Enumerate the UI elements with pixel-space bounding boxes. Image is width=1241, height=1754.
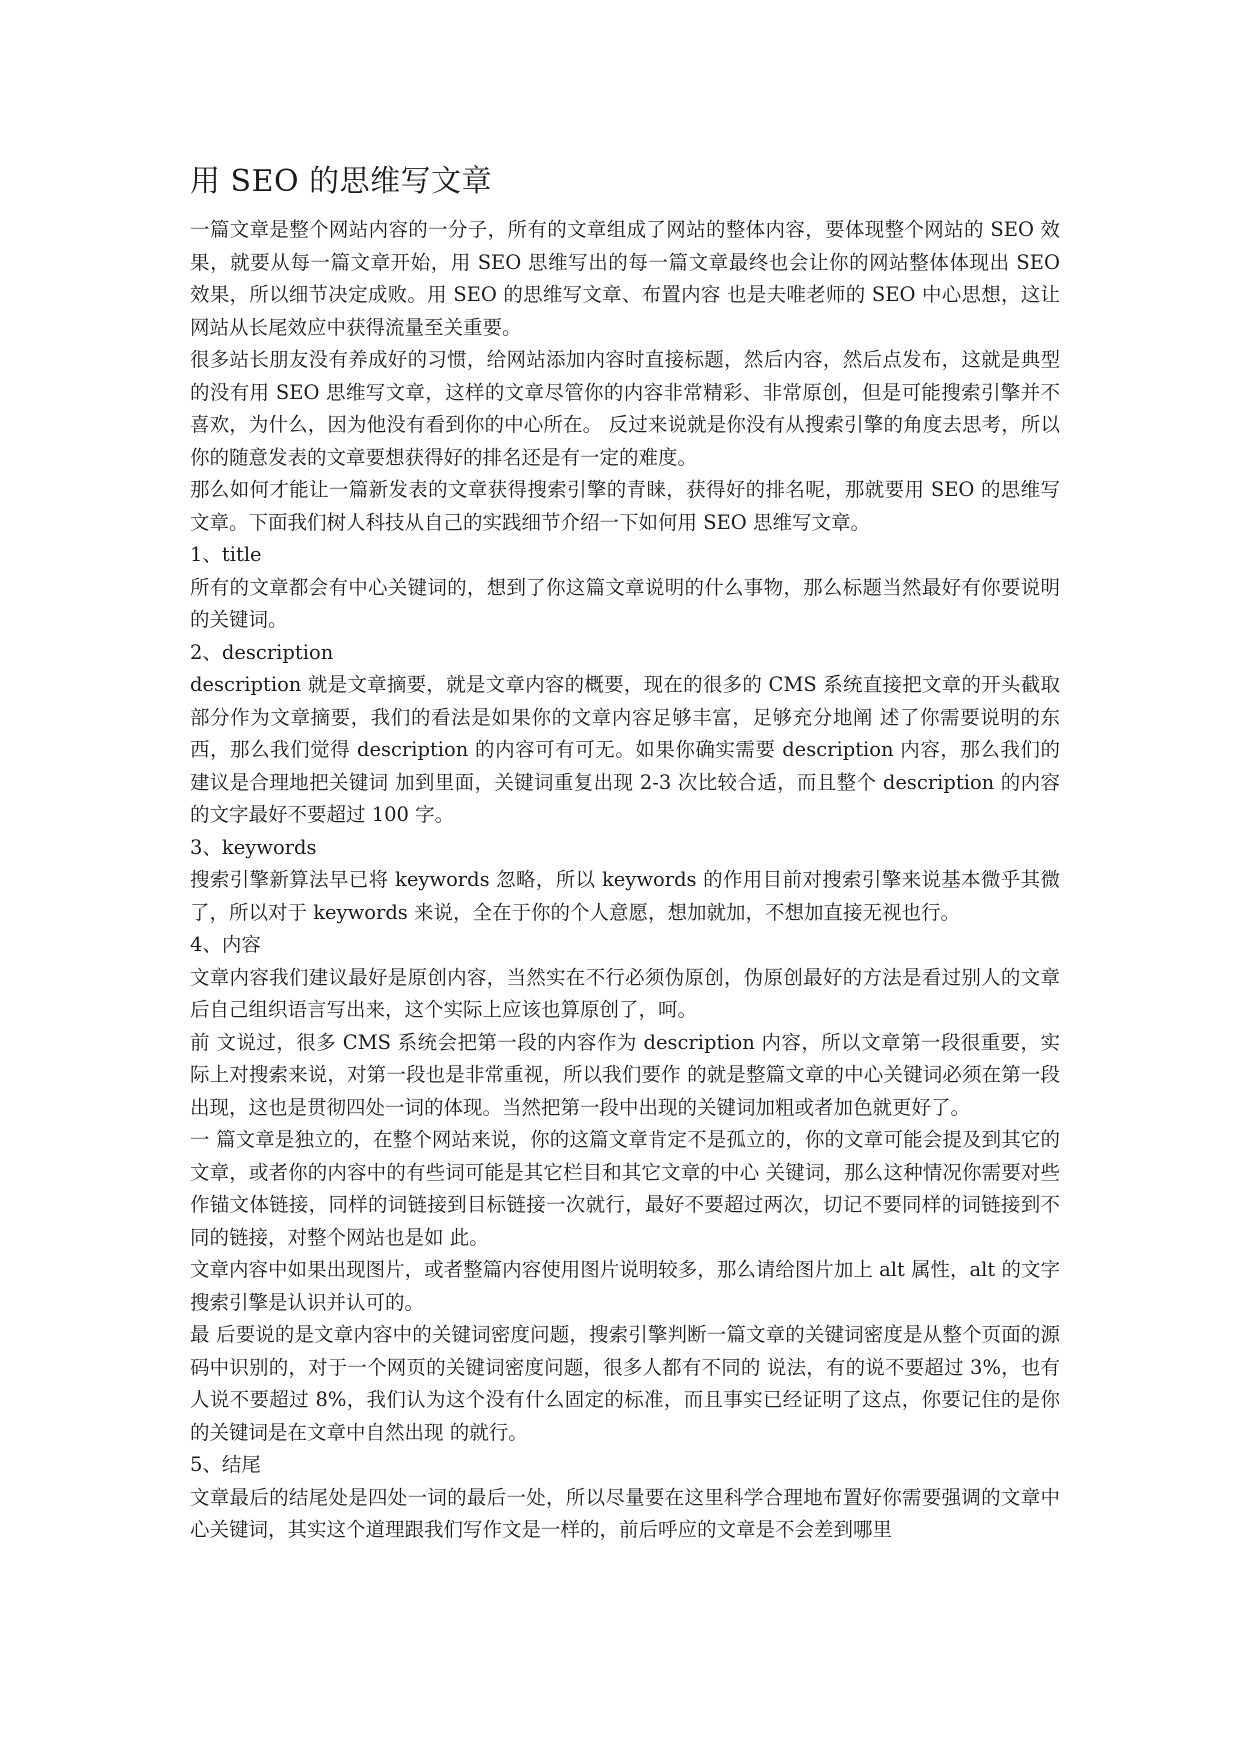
section-heading: 1、title [190,543,262,566]
paragraph: 搜索引擎新算法早已将 keywords 忽略，所以 keywords 的作用目前对搜索引擎来说基本微乎其微了，所以对于 keywords 来说，全在于你的个人意愿，想加就加，不想加直接无视也行。 [190,868,1060,924]
paragraph: 文章最后的结尾处是四处一词的最后一处，所以尽量要在这里科学合理地布置好你需要强调的文章中心关键词，其实这个道理跟我们写作文是一样的，前后呼应的文章是不会差到哪里 [190,1485,1060,1541]
paragraph: description 就是文章摘要，就是文章内容的概要，现在的很多的 CMS 系统直接把文章的开头截取部分作为文章摘要，我们的看法是如果你的文章内容足够丰富，足够充分地阐 述了你需要说明的东西，那么我们觉得 description 的内容可有可无。如果你确实需要 description 内容，那么我们的建议是合理地把关键词 加到里面，关键词重复出现 2-3 次比较合适，而且整个 description 的内容的文字最好不要超过 100 字。 [190,673,1060,826]
paragraph: 文章内容我们建议最好是原创内容，当然实在不行必须伪原创，伪原创最好的方法是看过别人的文章后自己组织语言写出来，这个实际上应该也算原创了，呵。 [190,965,1060,1021]
section-heading: 3、keywords [190,835,317,859]
section-heading: 5、结尾 [190,1453,261,1476]
paragraph: 一 篇文章是独立的，在整个网站来说，你的这篇文章肯定不是孤立的，你的文章可能会提及到其它的文章，或者你的内容中的有些词可能是其它栏目和其它文章的中心 关键词，那么这种情况你需要对些作锚文体链接，同样的词链接到目标链接一次就行，最好不要超过两次，切记不要同样的词链接到不同的链接，对整个网站也是如 此。 [190,1128,1060,1249]
paragraph: 文章内容中如果出现图片，或者整篇内容使用图片说明较多，那么请给图片加上 alt 属性，alt 的文字搜索引擎是认识并认可的。 [190,1258,1060,1314]
paragraph: 前 文说过，很多 CMS 系统会把第一段的内容作为 description 内容，所以文章第一段很重要，实际上对搜索来说，对第一段也是非常重视，所以我们要作 的就是整篇文章的中心关键词必须在第一段出现，这也是贯彻四处一词的体现。当然把第一段中出现的关键词加粗或者加色就更好了。 [190,1030,1060,1119]
paragraph: 所有的文章都会有中心关键词的，想到了你这篇文章说明的什么事物，那么标题当然最好有你要说明的关键词。 [190,575,1060,631]
document-title: 用 SEO 的思维写文章 [190,164,493,199]
section-heading: 2、description [190,640,334,664]
paragraph: 那么如何才能让一篇新发表的文章获得搜索引擎的青睐，获得好的排名呢，那就要用 SEO 的思维写文章。下面我们树人科技从自己的实践细节介绍一下如何用 SEO 思维写文章。 [190,478,1060,534]
paragraph: 一篇文章是整个网站内容的一分子，所有的文章组成了网站的整体内容，要体现整个网站的 SEO 效果，就要从每一篇文章开始，用 SEO 思维写出的每一篇文章最终也会让你的网站整体体现出 SEO 效果，所以细节决定成败。用 SEO 的思维写文章、布置内容 也是夫唯老师的 SEO 中心思想，这让网站从长尾效应中获得流量至关重要。 [190,218,1060,339]
section-heading: 4、内容 [190,933,261,956]
paragraph: 很多站长朋友没有养成好的习惯，给网站添加内容时直接标题，然后内容，然后点发布，这就是典型的没有用 SEO 思维写文章，这样的文章尽管你的内容非常精彩、非常原创，但是可能搜索引擎并不喜欢，为什么，因为他没有看到你的中心所在。 反过来说就是你没有从搜索引擎的角度去思考，所以你的随意发表的文章要想获得好的排名还是有一定的难度。 [190,348,1060,469]
document-body [190,214,1060,1547]
paragraph: 最 后要说的是文章内容中的关键词密度问题，搜索引擎判断一篇文章的关键词密度是从整个页面的源码中识别的，对于一个网页的关键词密度问题，很多人都有不同的 说法，有的说不要超过 3%，也有人说不要超过 8%，我们认为这个没有什么固定的标准，而且事实已经证明了这点，你要记住的是你的关键词是在文章中自然出现 的就行。 [190,1323,1060,1444]
document-page [190,160,1060,1547]
